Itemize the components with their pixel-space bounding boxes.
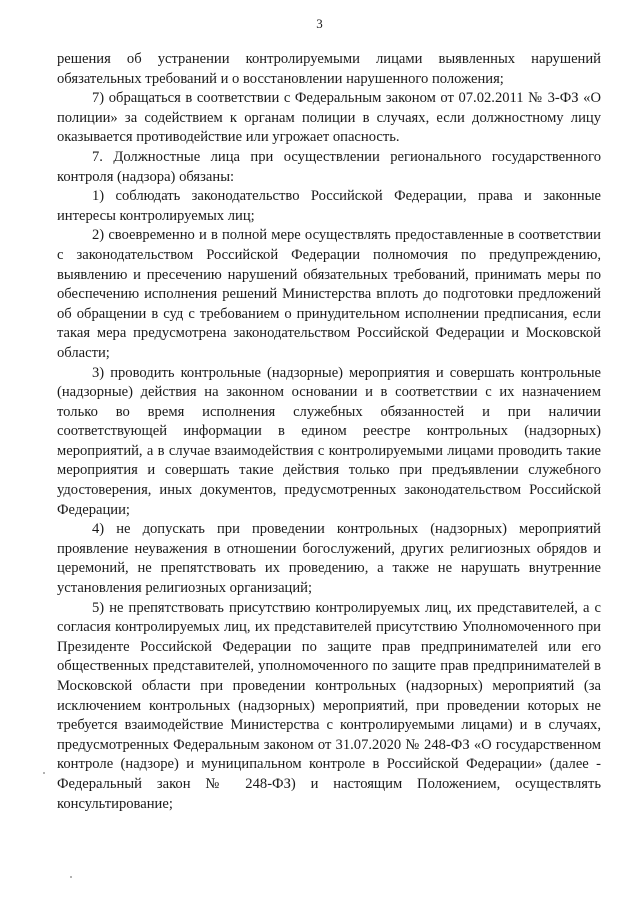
paragraph-section-7-duties: 7. Должностные лица при осуществлении регионального государственного контроля (надзора) обязаны: [57, 148, 601, 185]
page-number: 3 [316, 16, 323, 31]
paragraph-duty-4: 4) не допускать при проведении контрольных (надзорных) мероприятий проявление неуважения в отношении богослужений, других религиозных обрядов и церемоний, не препятствовать их проведению, а также не нарушать внутренние установления религиозных организаций; [57, 521, 601, 597]
paragraph-duty-3: 3) проводить контрольные (надзорные) мероприятия и совершать контрольные (надзорные) действия на законном основании и в соответствии с их назначением только во время исполнения служебных обязанностей и при наличии соответствующей информации в едином реестре контрольных (надзорных) мероприятий, а в случае взаимодействия с контролируемыми лицами проводить такие мероприятия и совершать такие действия только при предъявлении служебного удостоверения, иных документов, предусмотренных законодательством Российской Федерации; [57, 364, 601, 518]
paragraph-continuation: решения об устранении контролируемыми лицами выявленных нарушений обязательных требований и о восстановлении нарушенного положения; [57, 51, 601, 87]
paragraph-item-7-police: 7) обращаться в соответствии с Федеральным законом от 07.02.2011 № 3-ФЗ «О полиции» за содействием к органам полиции в случаях, если должностному лицу оказывается противодействие или угрожает опасность. [57, 90, 601, 146]
scan-speck [70, 876, 72, 878]
paragraph-duty-5: 5) не препятствовать присутствию контролируемых лиц, их представителей, а с согласия контролируемых лиц, их представителей присутствию Уполномоченного при Президенте Российской Федерации по защите прав предпринимателей или его общественных представителей, уполномоченного по защите прав предпринимателей в Московской области при проведении контрольных (надзорных) мероприятий (за исключением контрольных (надзорных) мероприятий, при проведении которых не требуется взаимодействие Министерства с контролируемыми лицами) и в случаях, предусмотренных Федеральным законом от 31.07.2020 № 248-ФЗ «О государственном контроле (надзоре) и муниципальном контроле в Российской Федерации» (далее - Федеральный закон № 248-ФЗ) и настоящим Положением, осуществлять консультирование; [57, 599, 601, 812]
paragraph-duty-1: 1) соблюдать законодательство Российской Федерации, права и законные интересы контролируемых лиц; [57, 188, 601, 224]
scan-speck [43, 772, 45, 774]
document-body [57, 50, 601, 814]
paragraph-duty-2: 2) своевременно и в полной мере осуществлять предоставленные в соответствии с законодательством Российской Федерации полномочия по предупреждению, выявлению и пресечению нарушений обязательных требований, принимать меры по обеспечению исполнения решений Министерства вплоть до подготовки предложений об обращении в суд с требованием о принудительном исполнении предписания, если такая мера предусмотрена законодательством Российской Федерации и Московской области; [57, 227, 601, 361]
